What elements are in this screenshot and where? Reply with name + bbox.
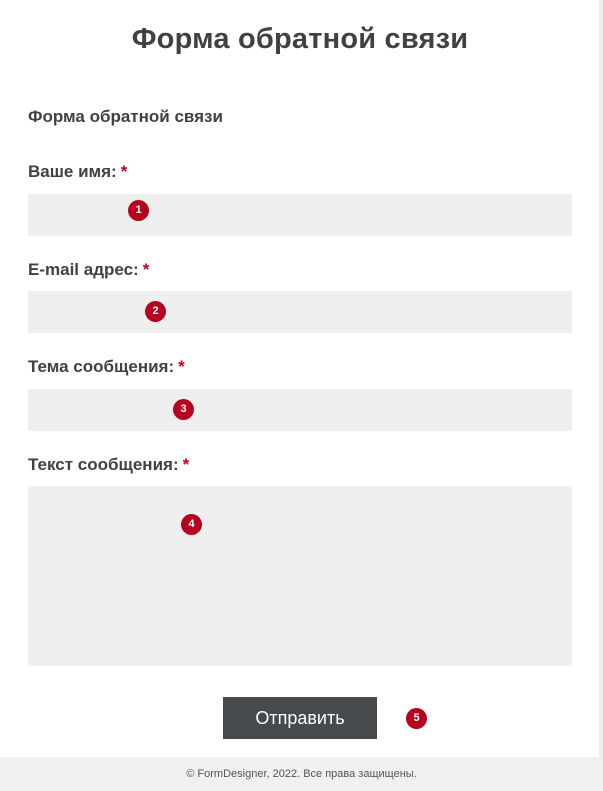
marker-badge-2: 2 [145,301,166,322]
form-heading: Форма обратной связи [28,107,223,126]
subject-label-text: Тема сообщения: [28,357,175,376]
name-label [28,162,127,182]
subject-label [28,357,185,377]
required-asterisk: * [120,162,128,181]
marker-badge-3: 3 [173,399,194,420]
email-label-text: E-mail адрес: [28,260,139,279]
message-textarea[interactable] [28,486,572,666]
marker-badge-1: 1 [128,200,149,221]
required-asterisk: * [182,455,190,474]
subject-input[interactable] [28,389,572,431]
submit-button[interactable]: Отправить [223,697,377,739]
name-label-text: Ваше имя: [28,162,117,181]
marker-badge-4: 4 [181,514,202,535]
email-input[interactable] [28,291,572,333]
required-asterisk: * [178,357,185,376]
message-label-text: Текст сообщения: [28,455,179,474]
page-title: Форма обратной связи [131,23,469,55]
required-asterisk: * [142,260,150,279]
message-label [28,455,189,475]
marker-badge-5: 5 [406,708,427,729]
email-label [28,260,149,280]
footer-copyright: © FormDesigner, 2022. Все права защищены. [0,757,603,791]
name-input[interactable] [28,194,572,236]
right-edge-strip [599,0,603,757]
